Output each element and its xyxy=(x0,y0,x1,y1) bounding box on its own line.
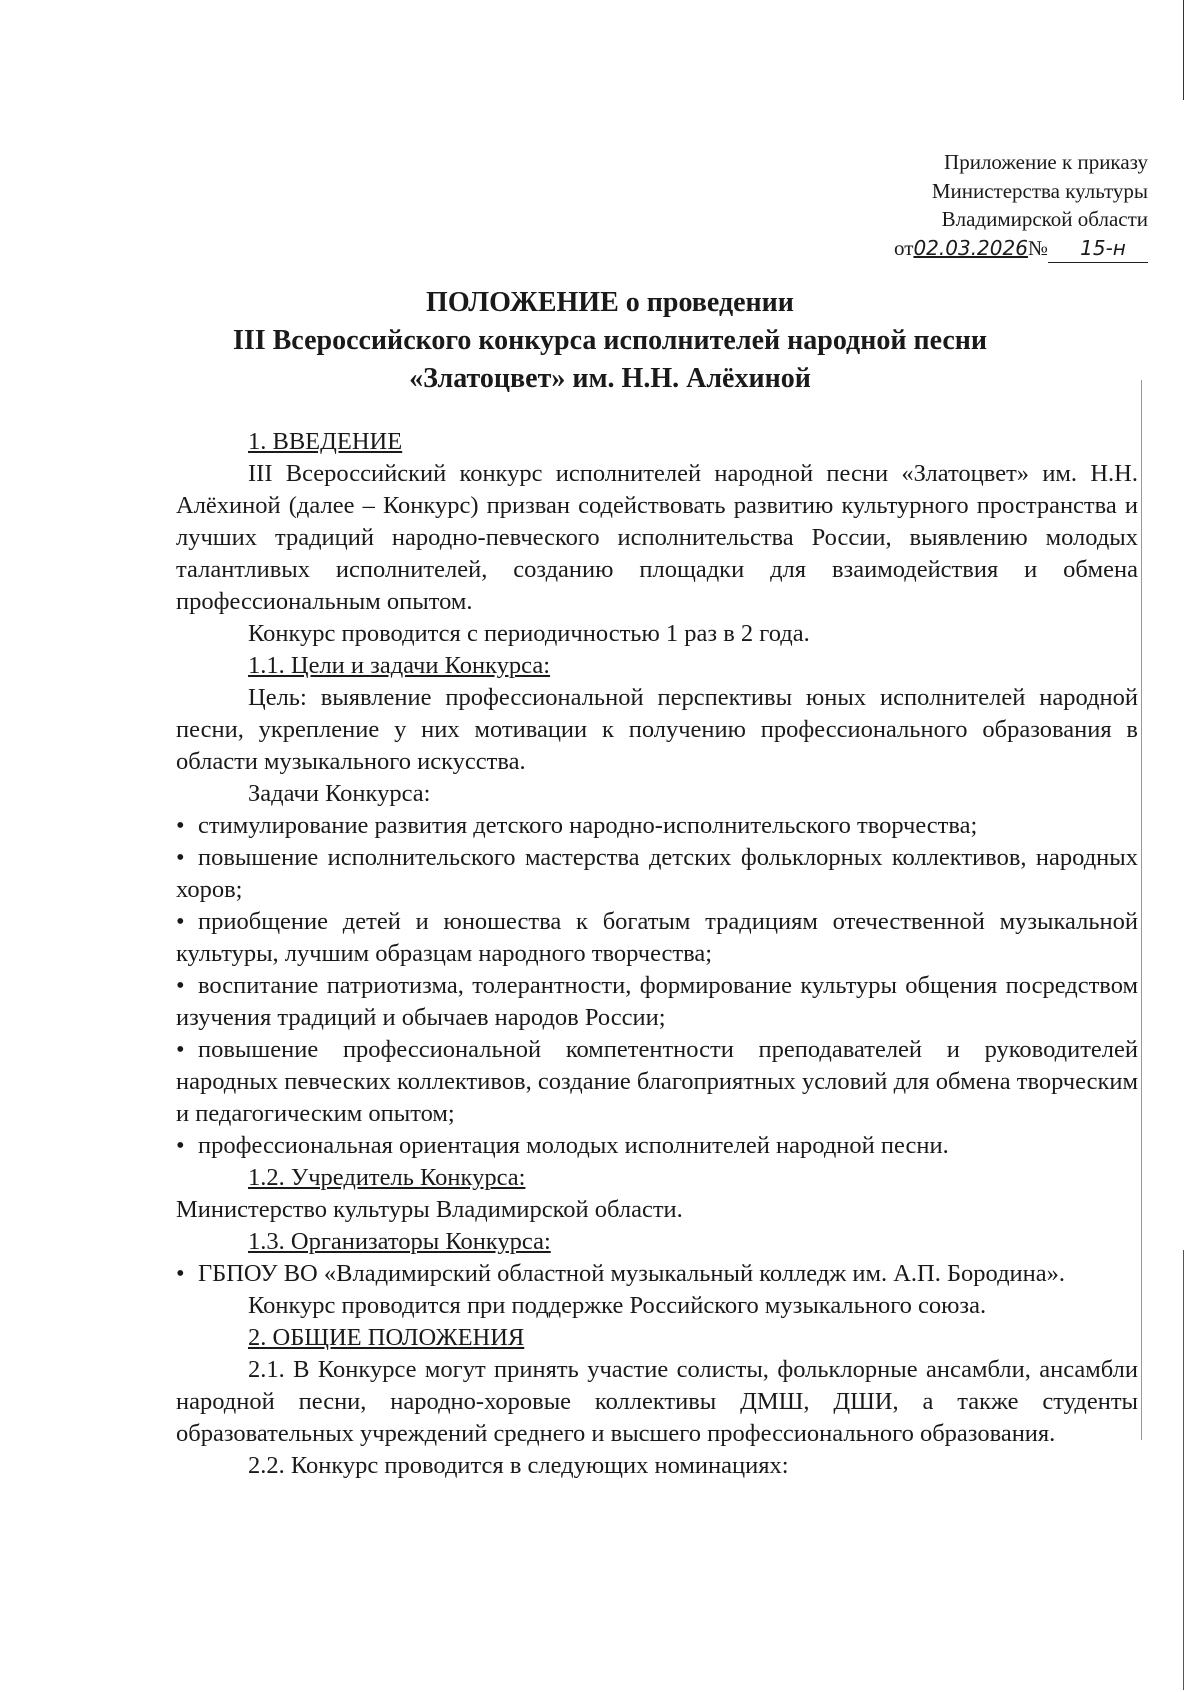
tasks-heading: Задачи Конкурса: xyxy=(248,780,431,807)
date-prefix: от xyxy=(894,235,914,260)
order-date: 02.03.2026 xyxy=(913,235,1028,260)
participants-paragraph: 2.1. В Конкурсе могут принять участие солисты, фольклорные ансамбли, ансамбли народной песни, народно-хоровые коллективы ДМШ, ДШИ, а также студенты образовательных учреждений среднего и высшего профессионального образования. xyxy=(176,1356,1138,1447)
approval-header xyxy=(788,148,1148,263)
header-line-1: Приложение к приказу xyxy=(944,150,1148,174)
task-item: • воспитание патриотизма, толерантности, формирование культуры общения посредством изучения традиций и обычаев народов России; xyxy=(176,972,1138,1031)
order-date-number xyxy=(894,234,1148,264)
section-1-heading: 1. ВВЕДЕНИЕ xyxy=(248,428,403,455)
task-item: • повышение профессиональной компетентности преподавателей и руководителей народных певческих коллективов, создание благоприятных условий для обмена творческим и педагогическим опытом; xyxy=(176,1036,1138,1127)
header-line-2: Министерства культуры xyxy=(931,178,1148,203)
section-2-heading: 2. ОБЩИЕ ПОЛОЖЕНИЯ xyxy=(248,1324,525,1351)
title-line-1: ПОЛОЖЕНИЕ о проведении xyxy=(426,287,794,318)
task-item: • повышение исполнительского мастерства детских фольклорных коллективов, народных хоров; xyxy=(176,844,1138,903)
scan-margin-line xyxy=(1141,380,1142,1440)
header-line-3: Владимирской области xyxy=(941,207,1148,231)
scan-edge-line xyxy=(1183,1250,1184,1690)
founder-text: Министерство культуры Владимирской области. xyxy=(176,1196,683,1223)
scan-edge-line xyxy=(1183,0,1184,100)
organizers-heading: 1.3. Организаторы Конкурса: xyxy=(248,1228,551,1255)
support-paragraph: Конкурс проводится при поддержке Российского музыкального союза. xyxy=(248,1292,987,1319)
number-prefix: № xyxy=(1027,235,1048,260)
goals-heading: 1.1. Цели и задачи Конкурса: xyxy=(248,652,551,679)
bullet-icon: • xyxy=(176,1132,185,1159)
document-body xyxy=(176,426,1138,1482)
bullet-icon: • xyxy=(176,972,185,999)
bullet-icon: • xyxy=(176,1260,185,1287)
document-title xyxy=(160,284,1060,398)
task-item: • стимулирование развития детского народно-исполнительского творчества; xyxy=(176,810,1138,842)
bullet-icon: • xyxy=(176,812,185,839)
title-line-2: III Всероссийского конкурса исполнителей народной песни xyxy=(232,325,988,356)
bullet-icon: • xyxy=(176,844,185,871)
nominations-paragraph: 2.2. Конкурс проводится в следующих номинациях: xyxy=(248,1452,789,1479)
goal-paragraph: Цель: выявление профессиональной перспективы юных исполнителей народной песни, укрепление у них мотивации к получению профессионального образования в области музыкального искусства. xyxy=(176,684,1138,775)
bullet-icon: • xyxy=(176,908,185,935)
bullet-icon: • xyxy=(176,1036,185,1063)
periodicity-paragraph: Конкурс проводится с периодичностью 1 раз в 2 года. xyxy=(248,620,810,647)
founder-heading: 1.2. Учредитель Конкурса: xyxy=(248,1164,526,1191)
organizer-item: • ГБПОУ ВО «Владимирский областной музыкальный колледж им. А.П. Бородина». xyxy=(176,1258,1138,1290)
order-number: 15-н xyxy=(1048,234,1148,264)
task-item: • профессиональная ориентация молодых исполнителей народной песни. xyxy=(176,1130,1138,1162)
intro-paragraph: III Всероссийский конкурс исполнителей народной песни «Златоцвет» им. Н.Н. Алёхиной (далее – Конкурс) призван содействовать развитию культурного пространства и лучших традиций народно-певческого исполнительства России, выявлению молодых талантливых исполнителей, созданию площадки для взаимодействия и обмена профессиональным опытом. xyxy=(176,460,1138,615)
title-line-3: «Златоцвет» им. Н.Н. Алёхиной xyxy=(409,363,811,394)
task-item: • приобщение детей и юношества к богатым традициям отечественной музыкальной культуры, лучшим образцам народного творчества; xyxy=(176,908,1138,967)
